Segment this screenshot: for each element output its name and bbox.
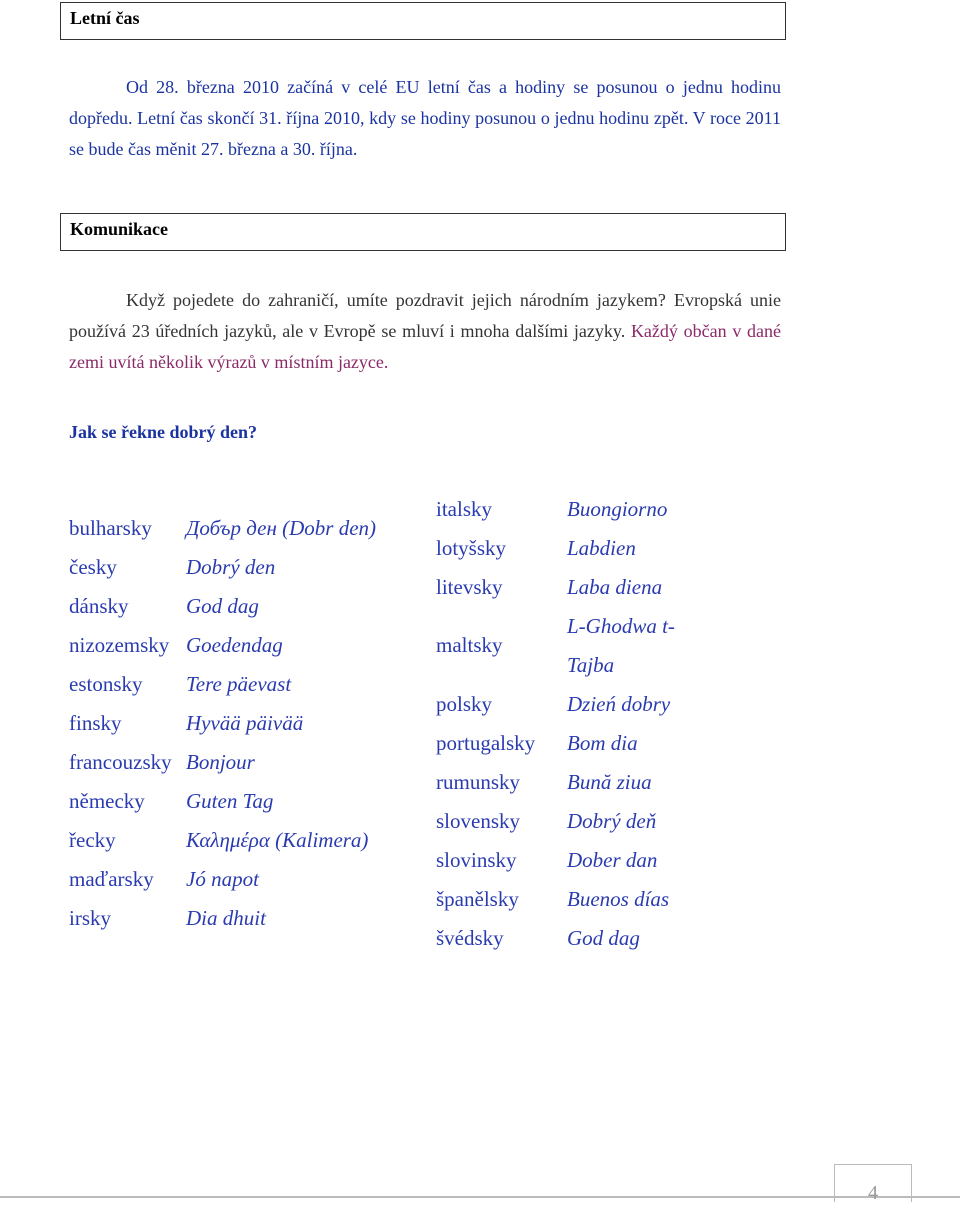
section-heading-komunikace: Komunikace	[60, 213, 786, 251]
greeting-cesky: Dobrý den	[186, 555, 276, 579]
communication-highlight: Každý občan v dané zemi uvítá několik výrazů v místním jazyce.	[69, 321, 782, 372]
lang-cesky: česky	[69, 555, 117, 579]
greeting-estonsky: Tere päevast	[186, 672, 292, 696]
lang-svedsky: švédsky	[436, 926, 504, 950]
lang-nemecky: německy	[69, 789, 145, 813]
communication-paragraph	[69, 285, 781, 378]
greeting-maltsky-line2: Tajba	[567, 653, 615, 677]
greeting-litevsky: Laba diena	[567, 575, 663, 599]
greeting-italsky: Buongiorno	[567, 497, 668, 521]
communication-text: Když pojedete do zahraničí, umíte pozdravit jejich národním jazykem? Evropská unie používá 23 úředních jazyků, ale v Evropě se mluví i mnoha dalšími jazyky.	[69, 290, 781, 341]
greeting-finsky: Hyvää päivää	[186, 711, 304, 735]
page-number: 4	[834, 1164, 912, 1202]
greeting-question: Jak se řekne dobrý den?	[69, 422, 258, 442]
lang-nizozemsky: nizozemsky	[69, 633, 170, 657]
lang-irsky: irsky	[69, 906, 111, 930]
lang-litevsky: litevsky	[436, 575, 503, 599]
summer-time-paragraph	[69, 72, 781, 165]
lang-maltsky: maltsky	[436, 633, 503, 657]
lang-estonsky: estonsky	[69, 672, 143, 696]
greeting-nizozemsky: Goedendag	[186, 633, 283, 657]
greeting-svedsky: God dag	[567, 926, 640, 950]
lang-slovensky: slovensky	[436, 809, 520, 833]
greeting-lotyssky: Labdien	[567, 536, 636, 560]
greeting-portugalsky: Bom dia	[567, 731, 638, 755]
lang-francouzsky: francouzsky	[69, 750, 172, 774]
lang-finsky: finsky	[69, 711, 122, 735]
lang-spanelsky: španělsky	[436, 887, 519, 911]
greeting-dansky: God dag	[186, 594, 259, 618]
lang-recky: řecky	[69, 828, 116, 852]
lang-rumunsky: rumunsky	[436, 770, 520, 794]
greeting-bulharsky: Добър ден (Dobr den)	[186, 516, 377, 540]
lang-dansky: dánsky	[69, 594, 129, 618]
summer-time-text: Od 28. března 2010 začíná v celé EU letní čas a hodiny se posunou o jednu hodinu dopředu. Letní čas skončí 31. října 2010, kdy se hodiny posunou o jednu hodinu zpět. V roce 2011 se bude čas měnit 27. března a 30. října.	[69, 77, 781, 159]
greeting-polsky: Dzień dobry	[567, 692, 671, 716]
lang-slovinsky: slovinsky	[436, 848, 517, 872]
greeting-maltsky-line1: L-Ghodwa t-	[567, 614, 675, 638]
footer-divider	[0, 1196, 960, 1198]
greeting-spanelsky: Buenos días	[567, 887, 670, 911]
lang-lotyssky: lotyšsky	[436, 536, 507, 560]
greeting-nemecky: Guten Tag	[186, 789, 274, 813]
greeting-recky: Καλημέρα (Kalimera)	[186, 828, 369, 852]
greeting-irsky: Dia dhuit	[186, 906, 266, 930]
greeting-rumunsky: Bună ziua	[567, 770, 652, 794]
lang-portugalsky: portugalsky	[436, 731, 536, 755]
lang-madarsky: maďarsky	[69, 867, 154, 891]
greeting-francouzsky: Bonjour	[186, 750, 255, 774]
greeting-madarsky: Jó napot	[186, 867, 259, 891]
greeting-slovinsky: Dober dan	[567, 848, 658, 872]
lang-polsky: polsky	[436, 692, 493, 716]
greeting-slovensky: Dobrý deň	[567, 809, 657, 833]
lang-italsky: italsky	[436, 497, 492, 521]
lang-bulharsky: bulharsky	[69, 516, 152, 540]
section-heading-letni-cas: Letní čas	[60, 2, 786, 40]
